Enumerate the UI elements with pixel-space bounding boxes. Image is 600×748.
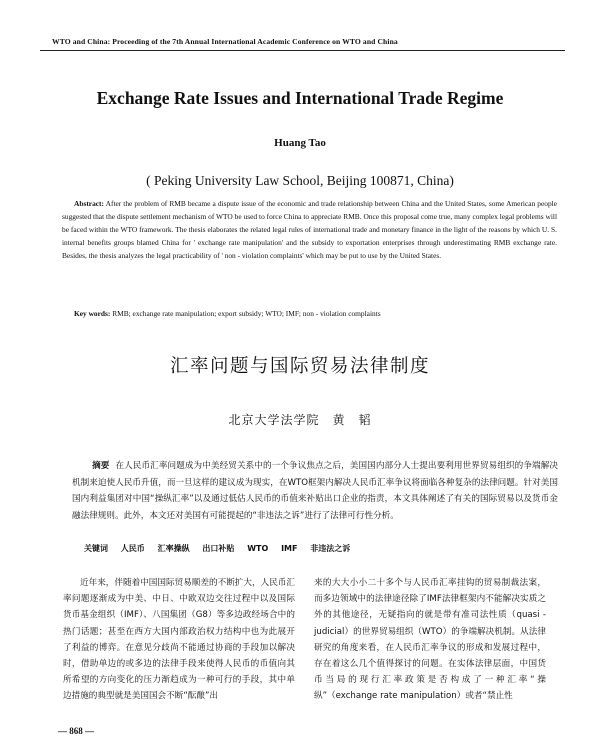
keywords-zh-label: 关键词	[84, 544, 108, 553]
author-en: Huang Tao	[274, 137, 326, 149]
keyword-zh: 汇率操纵	[157, 544, 190, 553]
keyword-zh: 非违法之诉	[310, 544, 351, 553]
abstract-zh-text: 在人民币汇率问题成为中美经贸关系中的一个争议焦点之后，美国国内部分人士提出要利用世界贸易组织的争端解决机制来迫使人民币升值，而一旦这样的建议成为现实，在WTO框架内解决人民币汇率争议将面临各种复杂的法律问题。针对美国国内利益集团对中国“操纵汇率”以及通过低估人民币的币值来补贴出口企业的指责，本文具体阐述了有关的国际贸易以及货币金融法律规则。此外，本文还对美国有可能提起的“非违法之诉”进行了法律可行性分析。	[72, 461, 558, 521]
author-zh: 北京大学法学院 黄 韬	[228, 413, 372, 427]
page-number: — 868 —	[58, 726, 94, 736]
abstract-en-text: After the problem of RMB became a dispute issue of the economic and trade relationship between China and the United States, some American people suggested that the dispute settlement mechanism of WTO be used to force China to appreciate RMB. Once this proposal come true, many complex legal problems will be faced within the WTO framework. The thesis elaborates the related legal rules of international trade and monetary finance in the light of the reasons by which U. S. internal benefits groups blamed China for ' exchange rate manipulation' and the subsidy to exportation enterprises through underestimating RMB exchange rate. Besides, the thesis analyzes the legal practicability of ' non - violation complaints' which may be put to use by the United States.	[62, 199, 557, 260]
abstract-en-label: Abstract:	[74, 199, 104, 208]
abstract-en	[62, 197, 557, 262]
keyword-zh: WTO	[247, 544, 269, 553]
abstract-zh-label: 摘要	[92, 461, 110, 471]
keywords-en	[74, 309, 554, 318]
keyword-zh: IMF	[281, 544, 298, 553]
running-head: WTO and China: Proceeding of the 7th Annual International Academic Conference on WTO and China	[52, 37, 398, 46]
body-column-left: 近年来，伴随着中国国际贸易顺差的不断扩大，人民币汇率问题逐渐成为中美、中日、中欧双边交往过程中以及国际货币基金组织（IMF）、八国集团（G8）等多边政经场合中的热门话题；甚至在西方大国内部政治权力结构中也为此展开了利益的博弈。在意见分歧尚不能通过协商的手段加以解决时，借助单边的或多边的法律手段来使得人民币的币值向其所希望的方向变化的压力渐趋成为一种可行的手段，其中单边措施的典型就是美国国会不断“酝酿”出	[63, 578, 295, 702]
paper-title-en: Exchange Rate Issues and International Trade Regime	[96, 88, 504, 108]
paper-title-zh: 汇率问题与国际贸易法律制度	[169, 356, 430, 377]
body-column-right: 来的大大小小二十多个与人民币汇率挂钩的贸易制裁法案，而多边领域中的法律途径除了IMF法律框架内不能解决实质之外的其他途径，无疑指向的就是带有准司法性质（quasi - judicial）的世界贸易组织（WTO）的争端解决机制。从法律研究的角度来看，在人民币汇率争议的形成和发展过程中，存在着这么几个值得探讨的问题。在实体法律层面，中国货币当局的现行汇率政策是否构成了一种汇率“操纵”（exchange rate manipulation）或者“禁止性	[314, 578, 546, 702]
keywords-en-text: RMB; exchange rate manipulation; export subsidy; WTO; IMF; non - violation complaints	[112, 309, 381, 318]
header-rule	[40, 50, 565, 51]
keywords-zh	[84, 543, 554, 554]
affiliation-en: ( Peking University Law School, Beijing 100871, China)	[146, 173, 454, 188]
keyword-zh: 人民币	[120, 544, 145, 553]
keyword-zh: 出口补贴	[202, 544, 235, 553]
keywords-en-label: Key words:	[74, 309, 111, 318]
abstract-zh	[72, 458, 558, 524]
